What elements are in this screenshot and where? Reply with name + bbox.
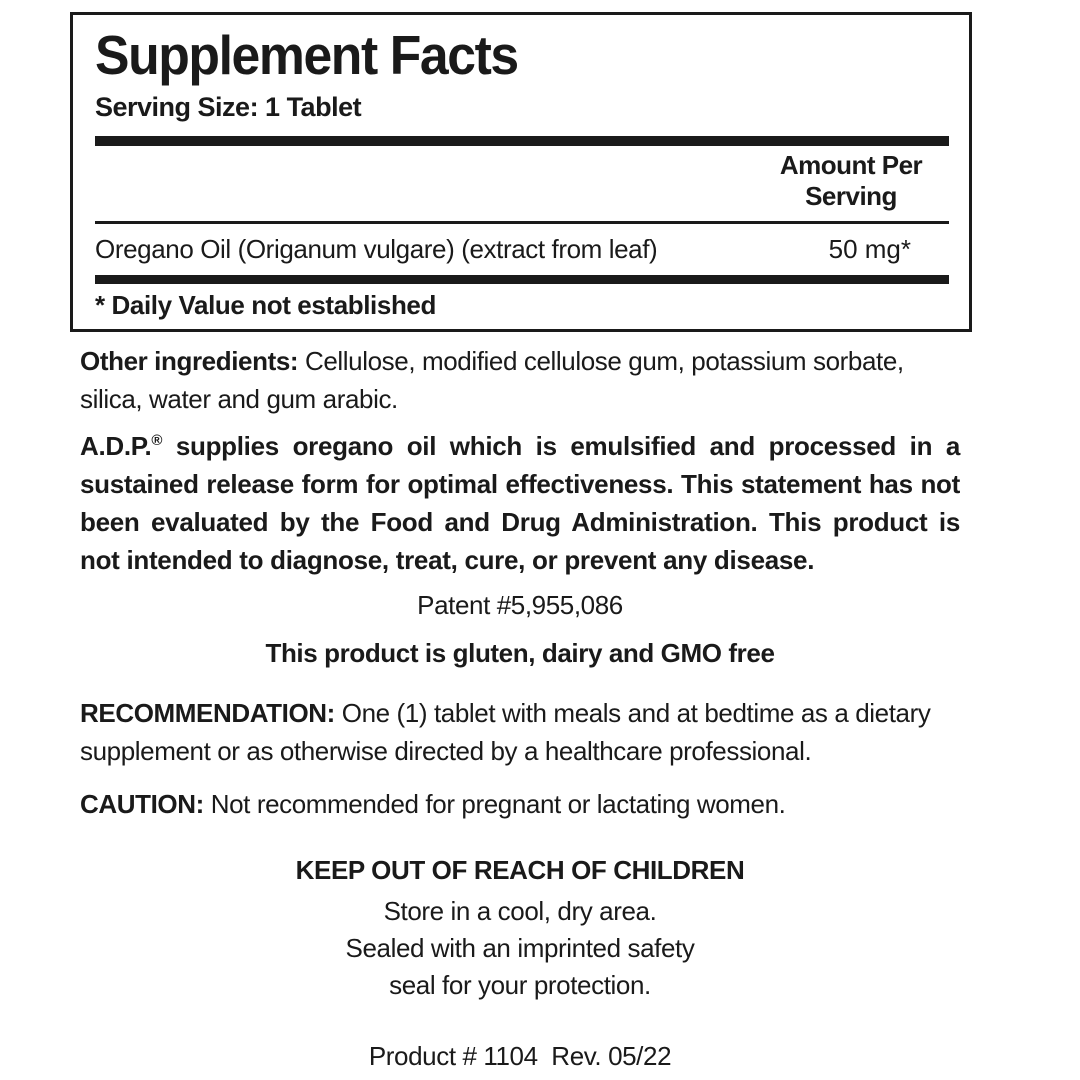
other-ingredients-label: Other ingredients: — [80, 346, 299, 376]
serving-size: Serving Size: 1 Tablet — [95, 92, 362, 122]
ingredient-name: Oregano Oil (Origanum vulgare) (extract from leaf) — [95, 234, 658, 264]
caution — [80, 785, 960, 823]
ingredient-amount: 50 mg* — [828, 234, 911, 264]
adp-statement — [80, 427, 960, 579]
recommendation — [80, 694, 960, 770]
adp-brand: A.D.P. — [80, 431, 152, 461]
recommendation-text: One (1) tablet with meals and at bedtime as a dietary supplement or as otherwise directed by a healthcare professional. — [80, 698, 931, 766]
allergen-free-statement: This product is gluten, dairy and GMO free — [265, 638, 775, 668]
product-number: Product # 1104 Rev. 05/22 — [368, 1041, 672, 1071]
supplement-facts-panel — [70, 12, 972, 332]
amount-per-serving-header — [761, 150, 941, 212]
amount-header-line2: Serving — [805, 181, 897, 211]
other-ingredients-text: Cellulose, modified cellulose gum, potassium sorbate, silica, water and gum arabic. — [80, 346, 904, 414]
recommendation-label: RECOMMENDATION: — [80, 698, 335, 728]
adp-text: supplies oregano oil which is emulsified and processed in a sustained release form for optimal effectiveness. This statement has not been evaluated by the Food and Drug Administration. This product is not intended to diagnose, treat, cure, or prevent any disease. — [80, 431, 960, 575]
divider-thick-top — [95, 136, 949, 146]
patent-number: Patent #5,955,086 — [417, 590, 623, 620]
daily-value-note: * Daily Value not established — [95, 290, 436, 320]
other-ingredients — [80, 342, 960, 418]
storage-line-3: seal for your protection. — [389, 970, 651, 1000]
storage-line-1: Store in a cool, dry area. — [383, 896, 657, 926]
caution-text: Not recommended for pregnant or lactating women. — [203, 789, 786, 819]
panel-title: Supplement Facts — [95, 24, 518, 86]
storage-line-2: Sealed with an imprinted safety — [345, 933, 695, 963]
amount-header-line1: Amount Per — [779, 150, 923, 180]
caution-label: CAUTION: — [80, 789, 204, 819]
storage-instructions — [0, 893, 1060, 1004]
keep-out-warning: KEEP OUT OF REACH OF CHILDREN — [295, 855, 745, 885]
divider-thick-bottom — [95, 275, 949, 284]
registered-mark: ® — [151, 432, 163, 449]
divider-thin — [95, 221, 949, 224]
